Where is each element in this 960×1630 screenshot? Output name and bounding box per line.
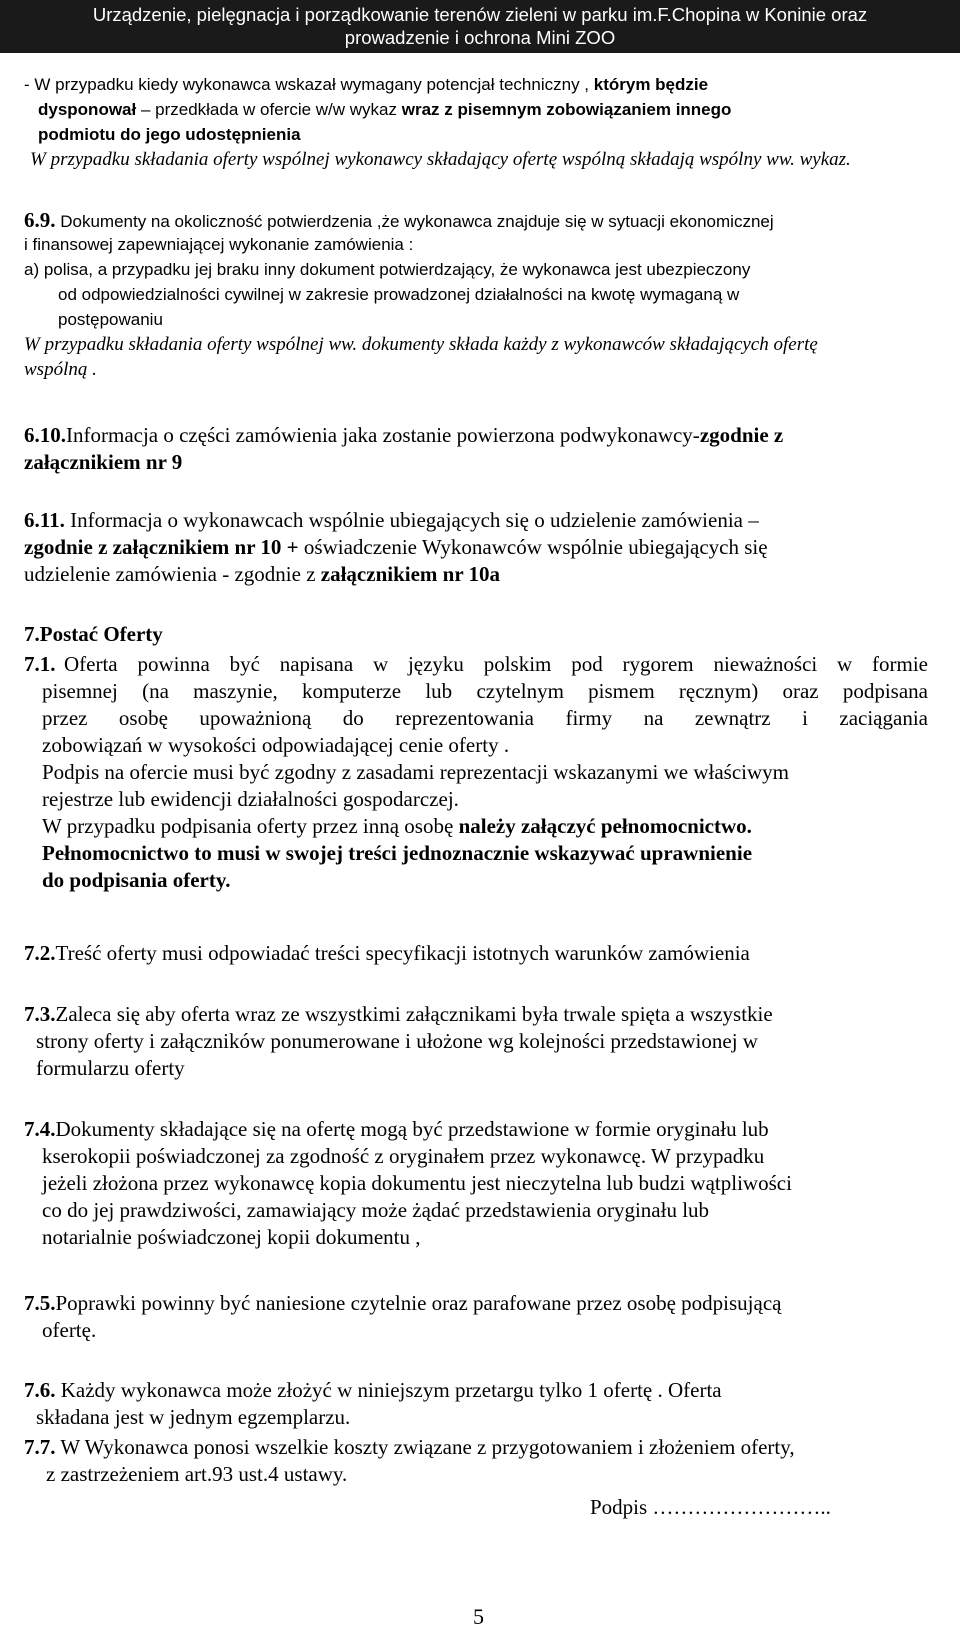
- section-bold: załącznikiem nr 9: [24, 450, 183, 474]
- intro-text: - W przypadku kiedy wykonawca wskazał wymagany potencjał techniczny ,: [24, 75, 594, 94]
- justified-line: [42, 705, 928, 732]
- word: rygorem: [622, 652, 694, 676]
- section-7-1: [24, 651, 928, 894]
- page-header: [0, 0, 960, 53]
- section-number: 7.4.: [24, 1117, 56, 1141]
- section-6-11: [24, 507, 768, 588]
- intro-bold: którym będzie: [593, 75, 709, 94]
- section-text: Informacja o części zamówienia jaka zostanie powierzona podwykonawcy-: [66, 423, 700, 447]
- word: komputerze: [301, 679, 402, 703]
- section-bold: należy załączyć pełnomocnictwo.: [458, 814, 752, 838]
- section-text: udzielenie zamówienia - zgodnie z: [24, 562, 321, 586]
- word: pisemnej: [42, 679, 118, 703]
- word: czytelnym: [476, 679, 564, 703]
- section-text: Każdy wykonawca może złożyć w niniejszym przetargu tylko 1 ofertę . Oferta: [55, 1378, 722, 1402]
- section-text: W Wykonawca ponosi wszelkie koszty związane z przygotowaniem i złożeniem oferty,: [55, 1435, 795, 1459]
- word: maszynie,: [193, 679, 278, 703]
- word: lub: [425, 679, 453, 703]
- intro-bold: dysponował: [38, 100, 137, 119]
- word: firmy: [565, 706, 613, 730]
- section-6-10: [24, 422, 783, 476]
- word: podpisana: [842, 679, 928, 703]
- section-text: składana jest w jednym egzemplarzu.: [36, 1405, 351, 1429]
- section-number: 7.5.: [24, 1291, 56, 1315]
- word: pod: [571, 652, 603, 676]
- section-text: kserokopii poświadczonej za zgodność z oryginałem przez wykonawcę. W przypadku: [42, 1144, 765, 1168]
- intro-note: W przypadku składania oferty wspólnej wykonawcy składający ofertę wspólną składają wspólny ww. wykaz.: [30, 149, 851, 170]
- intro-bold: wraz z pisemnym zobowiązaniem innego: [401, 100, 732, 119]
- section-number: 7.1.: [24, 652, 56, 676]
- section-text: notarialnie poświadczonej kopii dokumentu ,: [42, 1225, 421, 1249]
- section-text: postępowaniu: [58, 310, 163, 329]
- section-7-2: [24, 940, 750, 967]
- word: reprezentowania: [395, 706, 534, 730]
- section-number: 7.7.: [24, 1435, 56, 1459]
- section-bold: załącznikiem nr 10a: [320, 562, 501, 586]
- word: i: [802, 706, 808, 730]
- section-number: 7.3.: [24, 1002, 56, 1026]
- word: być: [229, 652, 260, 676]
- word: upoważnioną: [199, 706, 312, 730]
- section-note: W przypadku składania oferty wspólnej ww. dokumenty składa każdy z wykonawców składających ofertę: [24, 334, 818, 355]
- section-text: co do jej prawdziwości, zamawiający może żądać przedstawienia oryginału lub: [42, 1198, 710, 1222]
- header-line-2: prowadzenie i ochrona Mini ZOO: [344, 27, 616, 48]
- page-number: 5: [473, 1604, 484, 1629]
- word: (na: [142, 679, 169, 703]
- section-number: 6.10.: [24, 423, 66, 447]
- section-text: ofertę.: [42, 1318, 97, 1342]
- section-number: 7.2.: [24, 941, 56, 965]
- intro-bold: podmiotu do jego udostępnienia: [38, 125, 301, 144]
- word: oraz: [782, 679, 819, 703]
- word: w: [837, 652, 853, 676]
- section-7-5: [24, 1290, 781, 1344]
- section-7-title: [24, 621, 163, 648]
- word: nieważności: [713, 652, 818, 676]
- section-text: Dokumenty składające się na ofertę mogą być przedstawione w formie oryginału lub: [55, 1117, 769, 1141]
- section-heading: 7.Postać Oferty: [24, 622, 163, 646]
- section-text: Zaleca się aby oferta wraz ze wszystkimi załącznikami była trwale spięta a wszystkie: [55, 1002, 773, 1026]
- section-text: i finansowej zapewniającej wykonanie zamówienia :: [24, 235, 414, 254]
- section-bold: zgodnie z: [699, 423, 784, 447]
- section-bold: Pełnomocnictwo to musi w swojej treści jednoznacznie wskazywać uprawnienie: [42, 841, 753, 865]
- list-item-a: a) polisa, a przypadku jej braku inny dokument potwierdzający, że wykonawca jest ubezpieczony: [24, 260, 751, 279]
- word: w: [372, 652, 389, 676]
- word: przez: [42, 706, 88, 730]
- word: języku: [407, 652, 464, 676]
- word: zewnątrz: [694, 706, 771, 730]
- word: Oferta: [64, 652, 118, 676]
- section-7-4: [24, 1116, 792, 1251]
- section-text: Dokumenty na okoliczność potwierdzenia ,że wykonawca znajduje się w sytuacji ekonomicznej: [55, 212, 774, 231]
- word: ręcznym): [678, 679, 759, 703]
- section-text: rejestrze lub ewidencji działalności gospodarczej.: [42, 787, 459, 811]
- section-6-9: [24, 207, 818, 382]
- section-number: 6.11.: [24, 508, 65, 532]
- justified-line: [64, 651, 928, 678]
- word: pismem: [588, 679, 655, 703]
- section-note: wspólną .: [24, 359, 97, 380]
- section-text: jeżeli złożona przez wykonawcę kopia dokumentu jest nieczytelna lub budzi wątpliwości: [42, 1171, 792, 1195]
- signature-line: Podpis ……………………..: [590, 1495, 831, 1519]
- section-bold: zgodnie z załącznikiem nr 10 +: [24, 535, 299, 559]
- section-text: zobowiązań w wysokości odpowiadającej cenie oferty .: [42, 733, 510, 757]
- section-number: 7.6.: [24, 1378, 56, 1402]
- word: na: [643, 706, 664, 730]
- header-line-1: Urządzenie, pielęgnacja i porządkowanie terenów zieleni w parku im.F.Chopina w Koninie oraz: [92, 4, 868, 25]
- section-7-6: [24, 1377, 722, 1431]
- word: formie: [872, 652, 928, 676]
- section-text: od odpowiedzialności cywilnej w zakresie prowadzonej działalności na kwotę wymaganą w: [58, 285, 740, 304]
- section-text: oświadczenie Wykonawców wspólnie ubiegających się: [298, 535, 768, 559]
- section-text: Poprawki powinny być naniesione czytelnie oraz parafowane przez osobę podpisującą: [55, 1291, 782, 1315]
- intro-block: [24, 72, 851, 172]
- section-text: formularzu oferty: [36, 1056, 185, 1080]
- section-7-7: [24, 1434, 795, 1488]
- section-number: 6.9.: [24, 208, 56, 232]
- justified-line: [42, 678, 928, 705]
- word: powinna: [137, 652, 210, 676]
- section-text: Treść oferty musi odpowiadać treści specyfikacji istotnych warunków zamówienia: [55, 941, 750, 965]
- intro-text: – przedkłada w ofercie w/w wykaz: [136, 100, 402, 119]
- section-text: Informacja o wykonawcach wspólnie ubiegających się o udzielenie zamówienia –: [64, 508, 759, 532]
- section-text: strony oferty i załączników ponumerowane i ułożone wg kolejności przedstawionej w: [36, 1029, 758, 1053]
- word: do: [342, 706, 364, 730]
- section-7-3: [24, 1001, 773, 1082]
- word: polskim: [483, 652, 552, 676]
- section-text: W przypadku podpisania oferty przez inną osobę: [42, 814, 459, 838]
- word: napisana: [279, 652, 354, 676]
- word: osobę: [118, 706, 168, 730]
- section-text: Podpis na ofercie musi być zgodny z zasadami reprezentacji wskazanymi we właściwym: [42, 760, 789, 784]
- word: zaciągania: [839, 706, 928, 730]
- section-text: z zastrzeżeniem art.93 ust.4 ustawy.: [46, 1462, 348, 1486]
- section-bold: do podpisania oferty.: [42, 868, 231, 892]
